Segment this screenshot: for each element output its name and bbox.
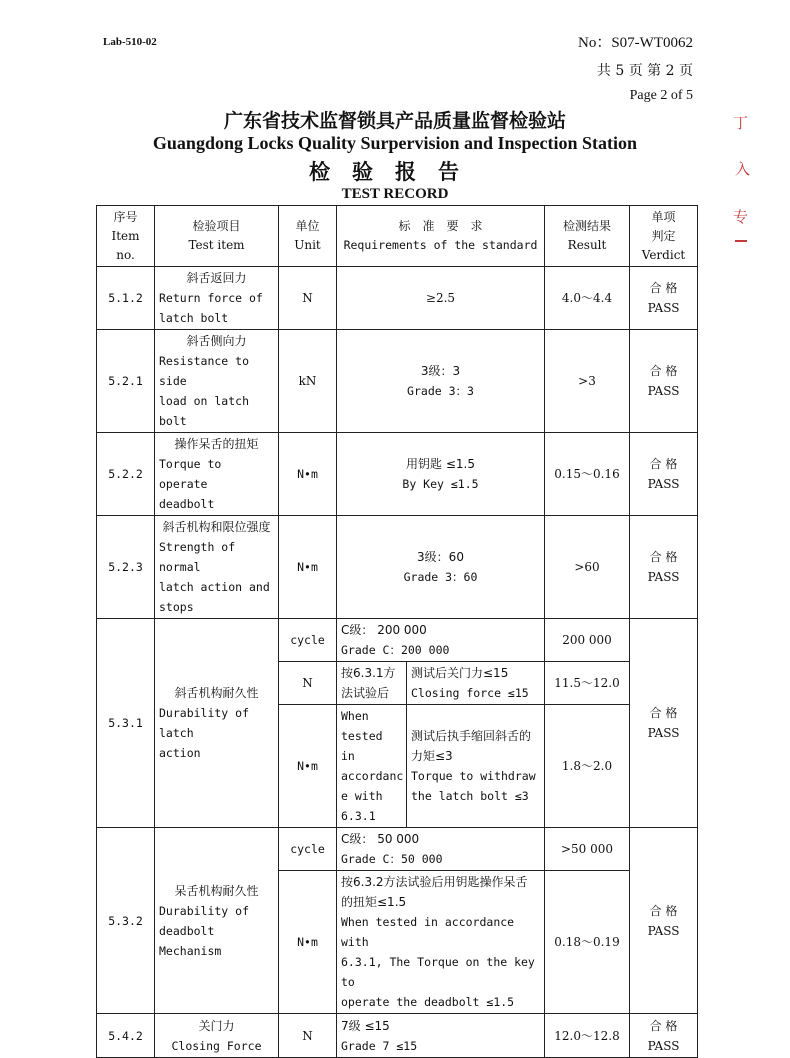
result: >60 <box>545 516 630 619</box>
unit: N•m <box>279 433 337 516</box>
verdict: 合 格 PASS <box>630 267 698 330</box>
table-row <box>97 330 698 433</box>
page-count-cn: 共 5 页 第 2 页 <box>596 63 693 79</box>
verdict: 合 格 PASS <box>630 433 698 516</box>
requirement: 7级 ≤15 Grade 7 ≤15 <box>337 1014 545 1058</box>
lab-code: Lab-510-02 <box>103 36 157 48</box>
test-item: 斜舌返回力 Return force of latch bolt <box>155 267 279 330</box>
test-record-title: TEST RECORD <box>341 186 449 202</box>
test-record-table <box>96 205 698 1058</box>
result: >3 <box>545 330 630 433</box>
unit: N•m <box>279 516 337 619</box>
result: 4.0～4.4 <box>545 267 630 330</box>
verdict: 合 格 PASS <box>630 516 698 619</box>
item-no: 5.4.2 <box>97 1014 155 1058</box>
table-header-row <box>97 206 698 267</box>
test-condition: 按6.3.1方 法试验后 <box>337 662 407 705</box>
table-row <box>97 828 698 871</box>
margin-mark-1: 丁 <box>733 114 749 132</box>
requirement: C级： 50 000 Grade C：50 000 <box>337 828 545 871</box>
test-item: 斜舌机构耐久性 Durability of latch action <box>155 619 279 828</box>
margin-dash <box>735 240 747 242</box>
page-count-en: Page 2 of 5 <box>629 88 693 103</box>
requirement: 测试后执手缩回斜舌的 力矩≤3 Torque to withdraw the latch bolt ≤3 <box>407 705 545 828</box>
unit: cycle <box>279 619 337 662</box>
item-no: 5.2.3 <box>97 516 155 619</box>
header-item-no: 序号 Item no. <box>97 206 155 267</box>
header-result: 检测结果 Result <box>545 206 630 267</box>
unit: N <box>279 267 337 330</box>
unit: kN <box>279 330 337 433</box>
requirement: 3级：60 Grade 3：60 <box>337 516 545 619</box>
header-verdict: 单项 判定 Verdict <box>630 206 698 267</box>
requirement: 用钥匙 ≤1.5 By Key ≤1.5 <box>337 433 545 516</box>
result: >50 000 <box>545 828 630 871</box>
verdict: 合 格 PASS <box>630 330 698 433</box>
test-item: 斜舌机构和限位强度 Strength of normal latch action and stops <box>155 516 279 619</box>
result: 0.18～0.19 <box>545 871 630 1014</box>
item-no: 5.2.2 <box>97 433 155 516</box>
item-no: 5.1.2 <box>97 267 155 330</box>
header-test-item: 检验项目 Test item <box>155 206 279 267</box>
table-row <box>97 433 698 516</box>
station-title-en: Guangdong Locks Quality Surpervision and Inspection Station <box>152 133 638 153</box>
result: 11.5～12.0 <box>545 662 630 705</box>
item-no: 5.3.2 <box>97 828 155 1014</box>
unit: N•m <box>279 871 337 1014</box>
test-item: 斜舌侧向力 Resistance to side load on latch bolt <box>155 330 279 433</box>
verdict: 合 格 PASS <box>630 1014 698 1058</box>
verdict: 合 格 PASS <box>630 619 698 828</box>
table-row <box>97 1014 698 1058</box>
test-item: 操作呆舌的扭矩 Torque to operate deadbolt <box>155 433 279 516</box>
margin-mark-3: 专 <box>733 208 749 226</box>
verdict: 合 格 PASS <box>630 828 698 1014</box>
result: 200 000 <box>545 619 630 662</box>
test-item: 呆舌机构耐久性 Durability of deadbolt Mechanism <box>155 828 279 1014</box>
item-no: 5.3.1 <box>97 619 155 828</box>
table-row <box>97 619 698 662</box>
result: 0.15～0.16 <box>545 433 630 516</box>
result: 1.8～2.0 <box>545 705 630 828</box>
unit: N•m <box>279 705 337 828</box>
unit: N <box>279 662 337 705</box>
report-title-cn: 检验报告 <box>309 160 481 184</box>
table-row <box>97 267 698 330</box>
requirement: 3级：3 Grade 3：3 <box>337 330 545 433</box>
header-requirements: 标 准 要 求 Requirements of the standard <box>337 206 545 267</box>
requirement: 测试后关门力≤15 Closing force ≤15 <box>407 662 545 705</box>
result: 12.0～12.8 <box>545 1014 630 1058</box>
requirement: C级： 200 000 Grade C：200 000 <box>337 619 545 662</box>
table-row <box>97 516 698 619</box>
margin-mark-2: 入 <box>735 160 751 178</box>
station-title-cn: 广东省技术监督锁具产品质量监督检验站 <box>223 110 566 132</box>
unit: N <box>279 1014 337 1058</box>
test-item: 关门力 Closing Force <box>155 1014 279 1058</box>
test-condition: When tested in accordanc e with 6.3.1 <box>337 705 407 828</box>
requirement: ≥2.5 <box>337 267 545 330</box>
requirement: 按6.3.2方法试验后用钥匙操作呆舌 的扭矩≤1.5 When tested in accordance with 6.3.1, The Torque on the key to operate the deadbolt ≤1.5 <box>337 871 545 1014</box>
header-unit: 单位 Unit <box>279 206 337 267</box>
item-no: 5.2.1 <box>97 330 155 433</box>
unit: cycle <box>279 828 337 871</box>
report-number: No：S07-WT0062 <box>578 35 693 51</box>
